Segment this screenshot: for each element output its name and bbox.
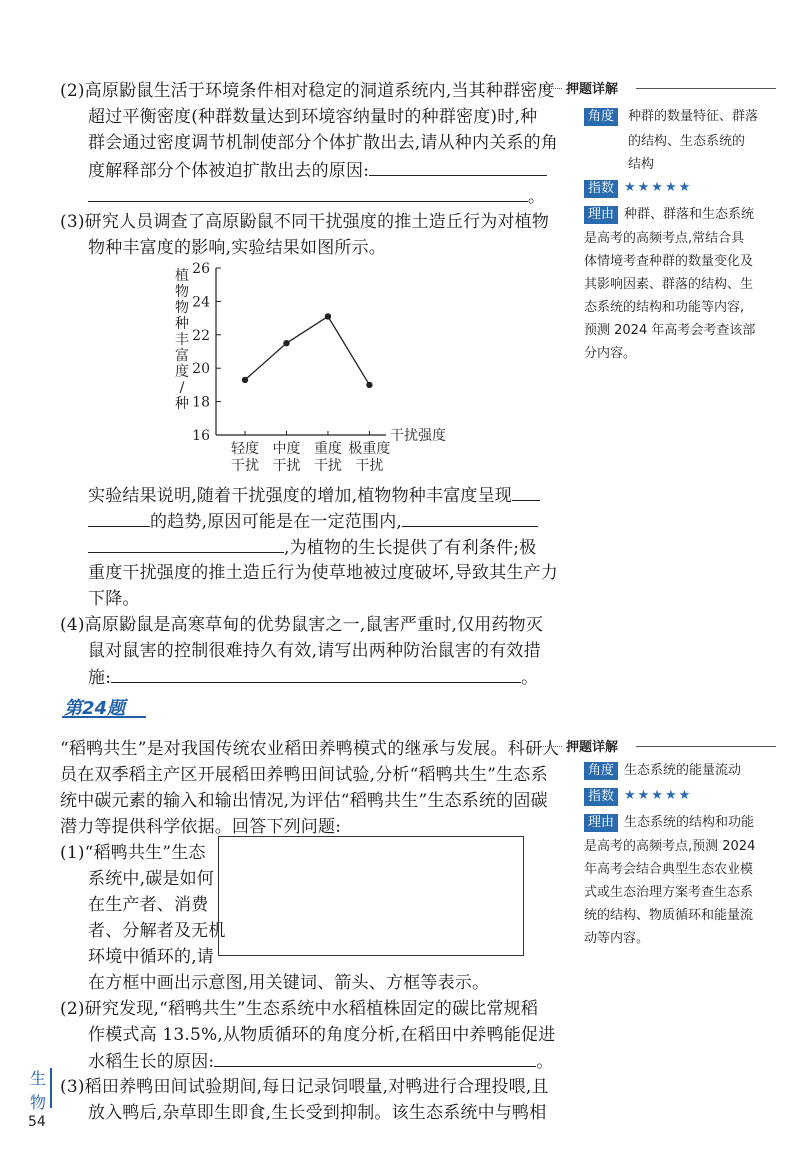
q24-intro-line4: 潜力等提供科学依据。回答下列问题: bbox=[60, 817, 342, 837]
x-tick-label: 干扰 bbox=[355, 458, 384, 474]
y-axis-label-char: 度 bbox=[175, 364, 189, 380]
q24-p1-line6: 在方框中画出示意图,用关键词、箭头、方框等表示。 bbox=[88, 973, 490, 993]
q23-p2-line3: 群会通过密度调节机制使部分个体扩散出去,请从种内关系的角 bbox=[88, 133, 559, 153]
divider bbox=[636, 746, 776, 747]
question-24-heading: 第24题 bbox=[64, 698, 126, 719]
subject-label-bottom: 物 bbox=[30, 1093, 47, 1112]
y-axis-label-char: 物 bbox=[175, 300, 189, 316]
scope-line-2: 的结构、生态系统的 bbox=[628, 134, 746, 149]
reason-line-6: 动等内容。 bbox=[584, 931, 650, 946]
y-tick-label: 20 bbox=[192, 361, 210, 378]
q23-result-line3-text: ,为植物的生长提供了有利条件;极 bbox=[284, 538, 537, 558]
q24-p1-line5: 环境中循环的,请 bbox=[88, 947, 215, 967]
reason-line-6: 预测 2024 年高考会考查该部 bbox=[584, 323, 756, 338]
reason-line-4: 其影响因素、群落的结构、生 bbox=[584, 277, 754, 292]
q23-p4-line3 bbox=[88, 664, 538, 691]
x-tick-label: 极重度 bbox=[348, 441, 391, 457]
q24-intro-line2: 员在双季稻主产区开展稻田养鸭田间试验,分析“稻鸭共生”生态系 bbox=[60, 765, 548, 785]
q23-result-line3 bbox=[88, 534, 536, 561]
q24-p1-line2: 系统中,碳是如何 bbox=[88, 869, 215, 889]
divider bbox=[636, 88, 776, 89]
richness-chart bbox=[168, 258, 468, 478]
y-axis-label-char: 丰 bbox=[175, 332, 189, 348]
answer-blank[interactable] bbox=[88, 508, 150, 527]
series-line bbox=[245, 316, 369, 384]
subject-label-top: 生 bbox=[30, 1069, 47, 1088]
y-tick-label: 24 bbox=[192, 294, 210, 311]
q23-p2-line2: 超过平衡密度(种群数量达到环境容纳量时的种群密度)时,种 bbox=[88, 107, 538, 127]
period: 。 bbox=[521, 668, 539, 688]
y-axis-label-char: 种 bbox=[175, 396, 189, 412]
y-tick-label: 16 bbox=[192, 428, 210, 444]
q24-intro-line1: “稻鸭共生”是对我国传统农业稻田养鸭模式的继承与发展。科研人 bbox=[60, 739, 560, 759]
q24-p2-line3-text: 水稻生长的原因: bbox=[88, 1052, 215, 1072]
q24-p3-line1: (3)稻田养鸭田间试验期间,每日记录饲喂量,对鸭进行合理投喂,且 bbox=[60, 1077, 549, 1097]
reason-line-3: 体情境考查种群的数量变化及 bbox=[584, 254, 754, 269]
data-point bbox=[325, 313, 331, 319]
q23-result-line2 bbox=[88, 508, 538, 535]
answer-blank[interactable] bbox=[111, 664, 521, 683]
tag-index: 指数 bbox=[584, 180, 618, 198]
q24-p1-line1: (1)“稻鸭共生”生态 bbox=[60, 843, 206, 863]
x-axis-label: 干扰强度 bbox=[390, 428, 446, 444]
q23-result-line1-text: 实验结果说明,随着干扰强度的增加,植物物种丰富度呈现 bbox=[88, 486, 513, 506]
answer-blank[interactable] bbox=[214, 1048, 536, 1067]
dotted-leader bbox=[540, 88, 562, 89]
answer-blank[interactable] bbox=[88, 183, 528, 202]
data-point bbox=[242, 377, 248, 383]
q24-p1-line4: 者、分解者及无机 bbox=[88, 921, 226, 941]
tag-scope: 角度 bbox=[584, 108, 618, 126]
side-panel-title: 押题详解 bbox=[566, 740, 619, 755]
scope-line-3: 结构 bbox=[628, 157, 655, 172]
answer-blank[interactable] bbox=[369, 157, 547, 176]
x-tick-label: 重度 bbox=[313, 441, 342, 457]
reason-line-5: 统的结构、物质循环和能量流 bbox=[584, 908, 754, 923]
period: 。 bbox=[536, 1052, 554, 1072]
answer-blank[interactable] bbox=[512, 482, 540, 501]
q24-p2-line3 bbox=[88, 1048, 554, 1075]
reason-line-2: 是高考的高频考点,预测 2024 bbox=[584, 839, 756, 854]
scope-text: 生态系统的能量流动 bbox=[624, 763, 742, 778]
tag-reason: 理由 bbox=[584, 206, 618, 224]
tag-scope: 角度 bbox=[584, 762, 618, 780]
heading-underline bbox=[62, 716, 146, 718]
y-tick-label: 22 bbox=[192, 327, 210, 344]
dotted-leader bbox=[540, 746, 562, 747]
data-point bbox=[283, 340, 289, 346]
q23-p4-line1: (4)高原鼢鼠是高寒草甸的优势鼠害之一,鼠害严重时,仅用药物灭 bbox=[60, 615, 544, 635]
reason-line-1: 生态系统的结构和功能 bbox=[624, 815, 755, 830]
reason-line-7: 分内容。 bbox=[584, 346, 637, 361]
q23-p4-line3-text: 施: bbox=[88, 668, 112, 688]
drawing-box[interactable] bbox=[218, 836, 524, 956]
q23-p2-line4 bbox=[88, 157, 547, 184]
x-tick-label: 干扰 bbox=[231, 458, 260, 474]
x-tick-label: 干扰 bbox=[272, 458, 301, 474]
q23-p3-line1: (3)研究人员调查了高原鼢鼠不同干扰强度的推土造丘行为对植物 bbox=[60, 212, 550, 232]
reason-line-3: 年高考会结合典型生态农业模 bbox=[584, 862, 754, 877]
side-panel-title: 押题详解 bbox=[566, 82, 619, 97]
x-tick-label: 中度 bbox=[272, 441, 301, 457]
q24-p2-line1: (2)研究发现,“稻鸭共生”生态系统中水稻植株固定的碳比常规稻 bbox=[60, 999, 539, 1019]
q23-result-line5: 下降。 bbox=[88, 589, 140, 609]
y-axis-label-char: 种 bbox=[175, 316, 189, 332]
q23-result-line2-text: 的趋势,原因可能是在一定范围内, bbox=[150, 512, 403, 532]
q24-p2-line2: 作模式高 13.5%,从物质循环的角度分析,在稻田中养鸭能促进 bbox=[88, 1025, 556, 1045]
spine-bar bbox=[50, 1068, 52, 1108]
reason-line-5: 态系统的结构和功能等内容, bbox=[584, 300, 745, 315]
period: 。 bbox=[528, 187, 546, 207]
tag-index: 指数 bbox=[584, 788, 618, 806]
y-axis-label-char: / bbox=[179, 380, 185, 396]
q23-p3-line2: 物种丰富度的影响,实验结果如图所示。 bbox=[88, 238, 387, 258]
x-tick-label: 干扰 bbox=[313, 458, 342, 474]
y-tick-label: 26 bbox=[192, 261, 210, 277]
q24-p3-line2: 放入鸭后,杂草即生即食,生长受到抑制。该生态系统中与鸭相 bbox=[88, 1103, 547, 1123]
q24-intro-line3: 统中碳元素的输入和输出情况,为评估“稻鸭共生”生态系统的固碳 bbox=[60, 791, 548, 811]
y-axis-label-char: 物 bbox=[175, 284, 189, 300]
y-axis-label-char: 富 bbox=[175, 348, 189, 364]
q23-p2-line5 bbox=[88, 183, 545, 210]
y-axis-label-char: 植 bbox=[175, 268, 189, 284]
answer-blank[interactable] bbox=[402, 508, 538, 527]
data-point bbox=[366, 382, 372, 388]
y-tick-label: 18 bbox=[192, 394, 210, 411]
q23-p2-line4-text: 度解释部分个体被迫扩散出去的原因: bbox=[88, 161, 370, 181]
q23-result-line1 bbox=[88, 482, 540, 509]
reason-line-2: 是高考的高频考点,常结合具 bbox=[584, 231, 745, 246]
reason-line-4: 式或生态治理方案考查生态系 bbox=[584, 885, 754, 900]
page-number: 54 bbox=[28, 1114, 46, 1130]
rating-stars: ★★★★★ bbox=[624, 788, 693, 803]
q23-p4-line2: 鼠对鼠害的控制很难持久有效,请写出两种防治鼠害的有效措 bbox=[88, 641, 541, 661]
rating-stars: ★★★★★ bbox=[624, 180, 693, 195]
x-tick-label: 轻度 bbox=[231, 441, 260, 457]
reason-line-1: 种群、群落和生态系统 bbox=[624, 207, 755, 222]
answer-blank[interactable] bbox=[88, 534, 284, 553]
q23-result-line4: 重度干扰强度的推土造丘行为使草地被过度破坏,导致其生产力 bbox=[88, 563, 559, 583]
scope-line-1: 种群的数量特征、群落 bbox=[628, 109, 759, 124]
tag-reason: 理由 bbox=[584, 814, 618, 832]
q24-p1-line3: 在生产者、消费 bbox=[88, 895, 209, 915]
q23-p2-line1: (2)高原鼢鼠生活于环境条件相对稳定的洞道系统内,当其种群密度 bbox=[60, 81, 555, 101]
